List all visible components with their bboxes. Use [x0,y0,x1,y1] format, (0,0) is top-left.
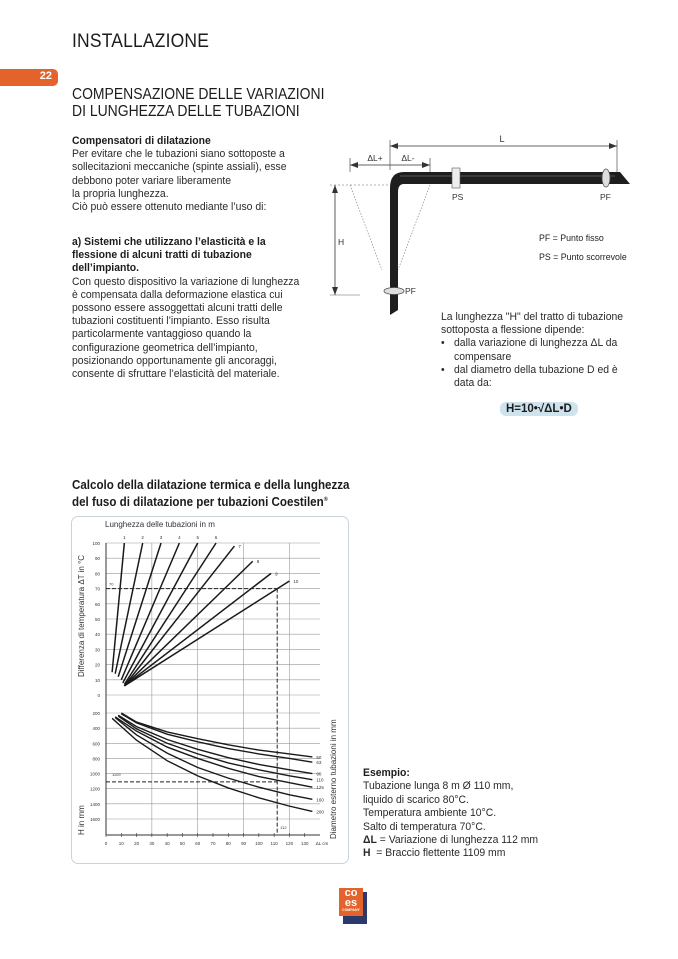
y-tick-label-bottom: 200 [92,711,100,716]
series-line-length-8 [124,561,252,686]
x-tick-label: 80 [225,841,231,846]
series-line-diameter-125 [115,717,312,787]
example-dt-label: 70 [109,581,114,587]
x-tick-label: 20 [134,841,140,846]
page-number: 22 [39,70,52,82]
x-tick-label: 120 [285,841,294,846]
h-text: = Braccio flettente 1109 mm [370,847,506,860]
system-a-line: consente di sfruttare l’elasticità del materiale. [72,368,280,381]
y-axis-title-top: Differenza di temperatura ΔT in °C [77,554,86,677]
example-dl-label: 112 [280,825,287,830]
example-h-line [363,847,538,860]
series-label-top: 2 [141,535,144,540]
example-line: Temperatura ambiente 10°C. [363,807,497,820]
intro-line: Ciò può essere ottenuto mediante l’uso di: [72,201,267,214]
bullet-text: dal diametro della tubazione D ed è [454,363,618,376]
example-line: liquido di scarico 80°C. [363,793,469,806]
chart-title-text: del fuso di dilatazione per tubazioni Coestilen [72,494,324,509]
series-line-length-1 [112,543,124,672]
y-tick-label-top: 50 [94,617,100,622]
arrow-right-icon [609,143,617,149]
chart-title [72,478,350,509]
dl-text: = Variazione di lunghezza 112 mm [376,834,539,847]
system-a-title-line: dell’impianto. [72,262,140,275]
series-label-top: 4 [178,535,181,540]
y-tick-label-bottom: 600 [92,741,100,747]
y-axis-title-bottom: H in mm [77,805,86,835]
series-label-top: 3 [159,535,163,540]
y-tick-label-top: 30 [94,647,100,653]
series-line-length-7 [124,546,234,686]
intro-line: la propria lunghezza. [72,187,169,200]
dilatation-chart [72,517,348,863]
y-tick-label-top: 90 [94,556,100,562]
formula-badge: H=10•√ΔL•D [500,402,578,416]
x-tick-label: 110 [270,841,278,846]
chart-title-line1: Calcolo della dilatazione termica e della lunghezza [72,478,350,492]
intro-line: debbono poter variare liberamente [72,174,232,187]
bullet-text: data da: [454,377,492,390]
bullet-item [441,337,646,363]
fixed-point-clamp [602,169,610,187]
pipe-bend-diagram [330,130,650,320]
y-tick-label-bottom: 1200 [89,786,100,792]
series-label-bottom: 125 [316,785,324,791]
explanation-block [441,311,646,390]
system-a-line: configurazione geometrica dell’impianto, [72,341,258,354]
system-a-line: Con questo dispositivo la variazione di lunghezza [72,275,300,288]
chart-panel [71,516,349,864]
y-tick-label-bottom: 800 [92,756,100,762]
pipe-shape [390,172,630,315]
x-tick-label: 60 [195,841,201,846]
label-l: L [499,134,505,144]
x-tick-label: 10 [118,841,124,846]
intro-line: sollecitazioni meccaniche (spinte assiali), esse [72,161,287,174]
explanation-line: La lunghezza "H" del tratto di tubazione [441,311,624,323]
legend-pf: PF = Punto fisso [539,233,604,243]
explanation-line: sottoposta a flessione dipende: [441,324,585,337]
legend-ps: PS = Punto scorrevole [539,252,627,262]
series-label-top: 6 [214,535,218,540]
y-tick-label-top: 40 [94,632,100,638]
arrow-up-icon [332,185,338,193]
system-a-line: posizionando opportunamente gli ancoraggi, [72,354,277,367]
page-heading [72,86,324,120]
label-h: H [338,237,345,247]
y-tick-label-top: 10 [94,677,100,683]
y-tick-label-top: 0 [97,693,100,698]
bullet-icon: • [441,337,445,350]
dl-symbol: ΔL [363,834,377,847]
fixed-point-clamp [384,288,404,295]
bullet-icon: • [441,363,445,376]
y-tick-label-bottom: 1600 [89,817,100,822]
example-block [363,767,538,861]
y-tick-label-bottom: 1000 [89,771,100,777]
intro-line: Per evitare che le tubazioni siano sottoposte a [72,148,285,161]
x-tick-label: 70 [210,841,216,846]
arrow-down-icon [332,287,338,295]
x-tick-label: 130 [300,841,309,846]
series-line-length-4 [121,543,179,680]
logo-mark [339,888,363,916]
logo-text: es [344,897,358,909]
arrow-left-icon [390,143,398,149]
registered-mark: ® [323,496,328,503]
x-tick-label: 40 [164,841,170,846]
example-line: Salto di temperatura 70°C. [363,820,486,833]
page-number-tab [0,69,58,86]
deflection-line [398,185,430,270]
x-tick-label: 0 [104,841,108,846]
example-h-label: 1109 [112,771,121,777]
x-tick-label: 30 [149,841,155,846]
logo-text: co [344,887,358,899]
x-tick-label: 90 [241,841,247,846]
label-dl-minus: ΔL- [401,153,415,163]
chart-title-line2 [72,493,350,510]
series-line-length-5 [123,543,198,683]
top-axis-label: Lunghezza delle tubazioni in m [105,520,215,529]
y-tick-label-bottom: 400 [92,726,100,732]
y-tick-label-top: 80 [94,571,100,577]
label-ps: PS [452,192,464,202]
series-label-top: 7 [238,544,241,550]
bullet-text: dalla variazione di lunghezza ΔL da [454,337,618,350]
system-a-title-line: a) Sistemi che utilizzano l’elasticità e la [72,236,266,248]
bullet-item [441,364,646,390]
series-label-bottom: 160 [316,797,324,803]
system-a-block [72,236,314,381]
x-tick-label: 100 [255,841,263,846]
series-label-bottom: 200 [316,809,324,815]
series-label-bottom: 63 [316,760,322,766]
company-logo [339,888,365,922]
arrow-right-icon [422,162,430,168]
example-dl-line [363,834,538,847]
example-line: Tubazione lunga 8 m Ø 110 mm, [363,780,514,793]
series-label-top: 1 [123,535,126,540]
x-tick-label: 50 [179,841,185,846]
bullet-text: compensare [454,350,512,363]
system-a-line: tubazioni costituenti l’impianto. Esso risulta [72,315,270,328]
y-tick-label-top: 100 [92,541,100,546]
y-tick-label-top: 60 [94,601,100,607]
x-tick-label: ΔL cm [315,841,329,846]
section-title: INSTALLAZIONE [72,31,210,52]
example-title: Esempio: [363,767,410,779]
y-tick-label-top: 70 [94,586,100,592]
intro-subtitle: Compensatori di dilatazione [72,135,211,147]
system-a-title-line: flessione di alcuni tratti di tubazione [72,249,252,262]
page-heading-line2: DI LUNGHEZZA DELLE TUBAZIONI [72,103,300,120]
y-tick-label-bottom: 1400 [89,801,100,807]
deflection-line [350,185,382,270]
system-a-line: è compensata dalla deformazione elastica cui [72,288,283,301]
series-label-bottom: 90 [316,771,322,777]
y-tick-label-top: 20 [94,662,100,668]
h-symbol: H [363,847,371,860]
intro-block [72,135,314,214]
label-dl-plus: ΔL+ [367,153,383,163]
series-label-bottom: 50 [316,754,322,760]
logo-subtext: COMPANY [342,908,360,912]
series-label-bottom: 110 [316,777,324,783]
series-label-top: 8 [256,559,260,565]
label-pf-top: PF [600,192,611,202]
series-label-top: 9 [275,571,278,577]
sliding-point-clamp [452,168,460,188]
series-label-top: 5 [196,535,199,540]
series-label-top: 10 [293,579,299,584]
label-pf-bottom: PF [405,286,416,296]
arrow-left-icon [350,162,358,168]
page-heading-line1: COMPENSAZIONE DELLE VARIAZIONI [72,86,325,103]
system-a-line: particolarmente vantaggioso quando la [72,328,252,341]
series-line-diameter-90 [118,715,312,773]
system-a-line: possono essere assoggettati alcuni tratti delle [72,302,283,315]
right-axis-title: Diametro esterno tubazioni in mm [329,719,338,839]
